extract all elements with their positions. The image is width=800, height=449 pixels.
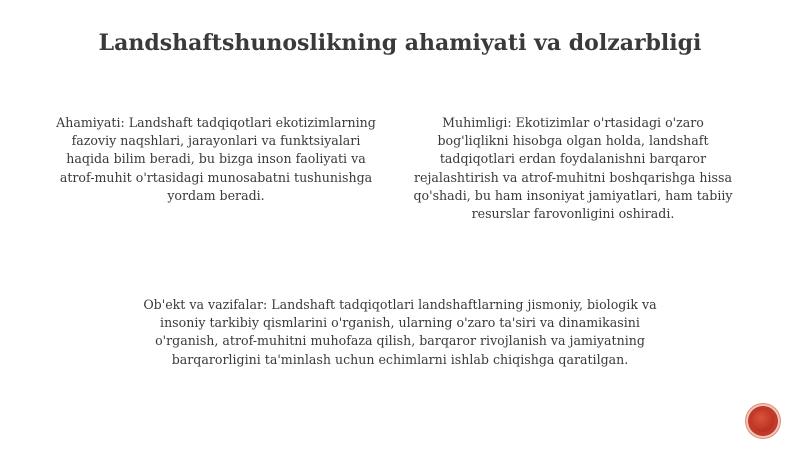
paragraph-object-tasks: Ob'ekt va vazifalar: Landshaft tadqiqotlari landshaftlarning jismoniy, biologik va insoniy tarkibiy qismlarini o'rganish, ularning o'zaro ta'siri va dinamikasini o'rganish, atrof-muhitni muhofaza qilish, barqaror rivojlanish va jamiyatning barqarorligini ta'minlash uchun echimlarni ishlab chiqishga qaratilgan. — [143, 297, 657, 367]
slide-title: Landshaftshunoslikning ahamiyati va dolzarbligi — [98, 30, 702, 56]
paragraph-importance: Ahamiyati: Landshaft tadqiqotlari ekotizimlarning fazoviy naqshlari, jarayonlari va funktsiyalari haqida bilim beradi, bu bizga inson faoliyati va atrof-muhit o'rtasidagi munosabatni tushunishga yordam beradi. — [56, 115, 376, 203]
circle-button-inner — [752, 410, 774, 432]
paragraph-relevance: Muhimligi: Ekotizimlar o'rtasidagi o'zaro bog'liqlikni hisobga olgan holda, landshaft tadqiqotlari erdan foydalanishni barqaror rejalashtirish va atrof-muhitni boshqarishga hissa qo'shadi, bu ham insoniyat jamiyatlari, ham tabiiy resurslar farovonligini oshiradi. — [413, 115, 733, 222]
circle-button-icon[interactable] — [748, 406, 778, 436]
